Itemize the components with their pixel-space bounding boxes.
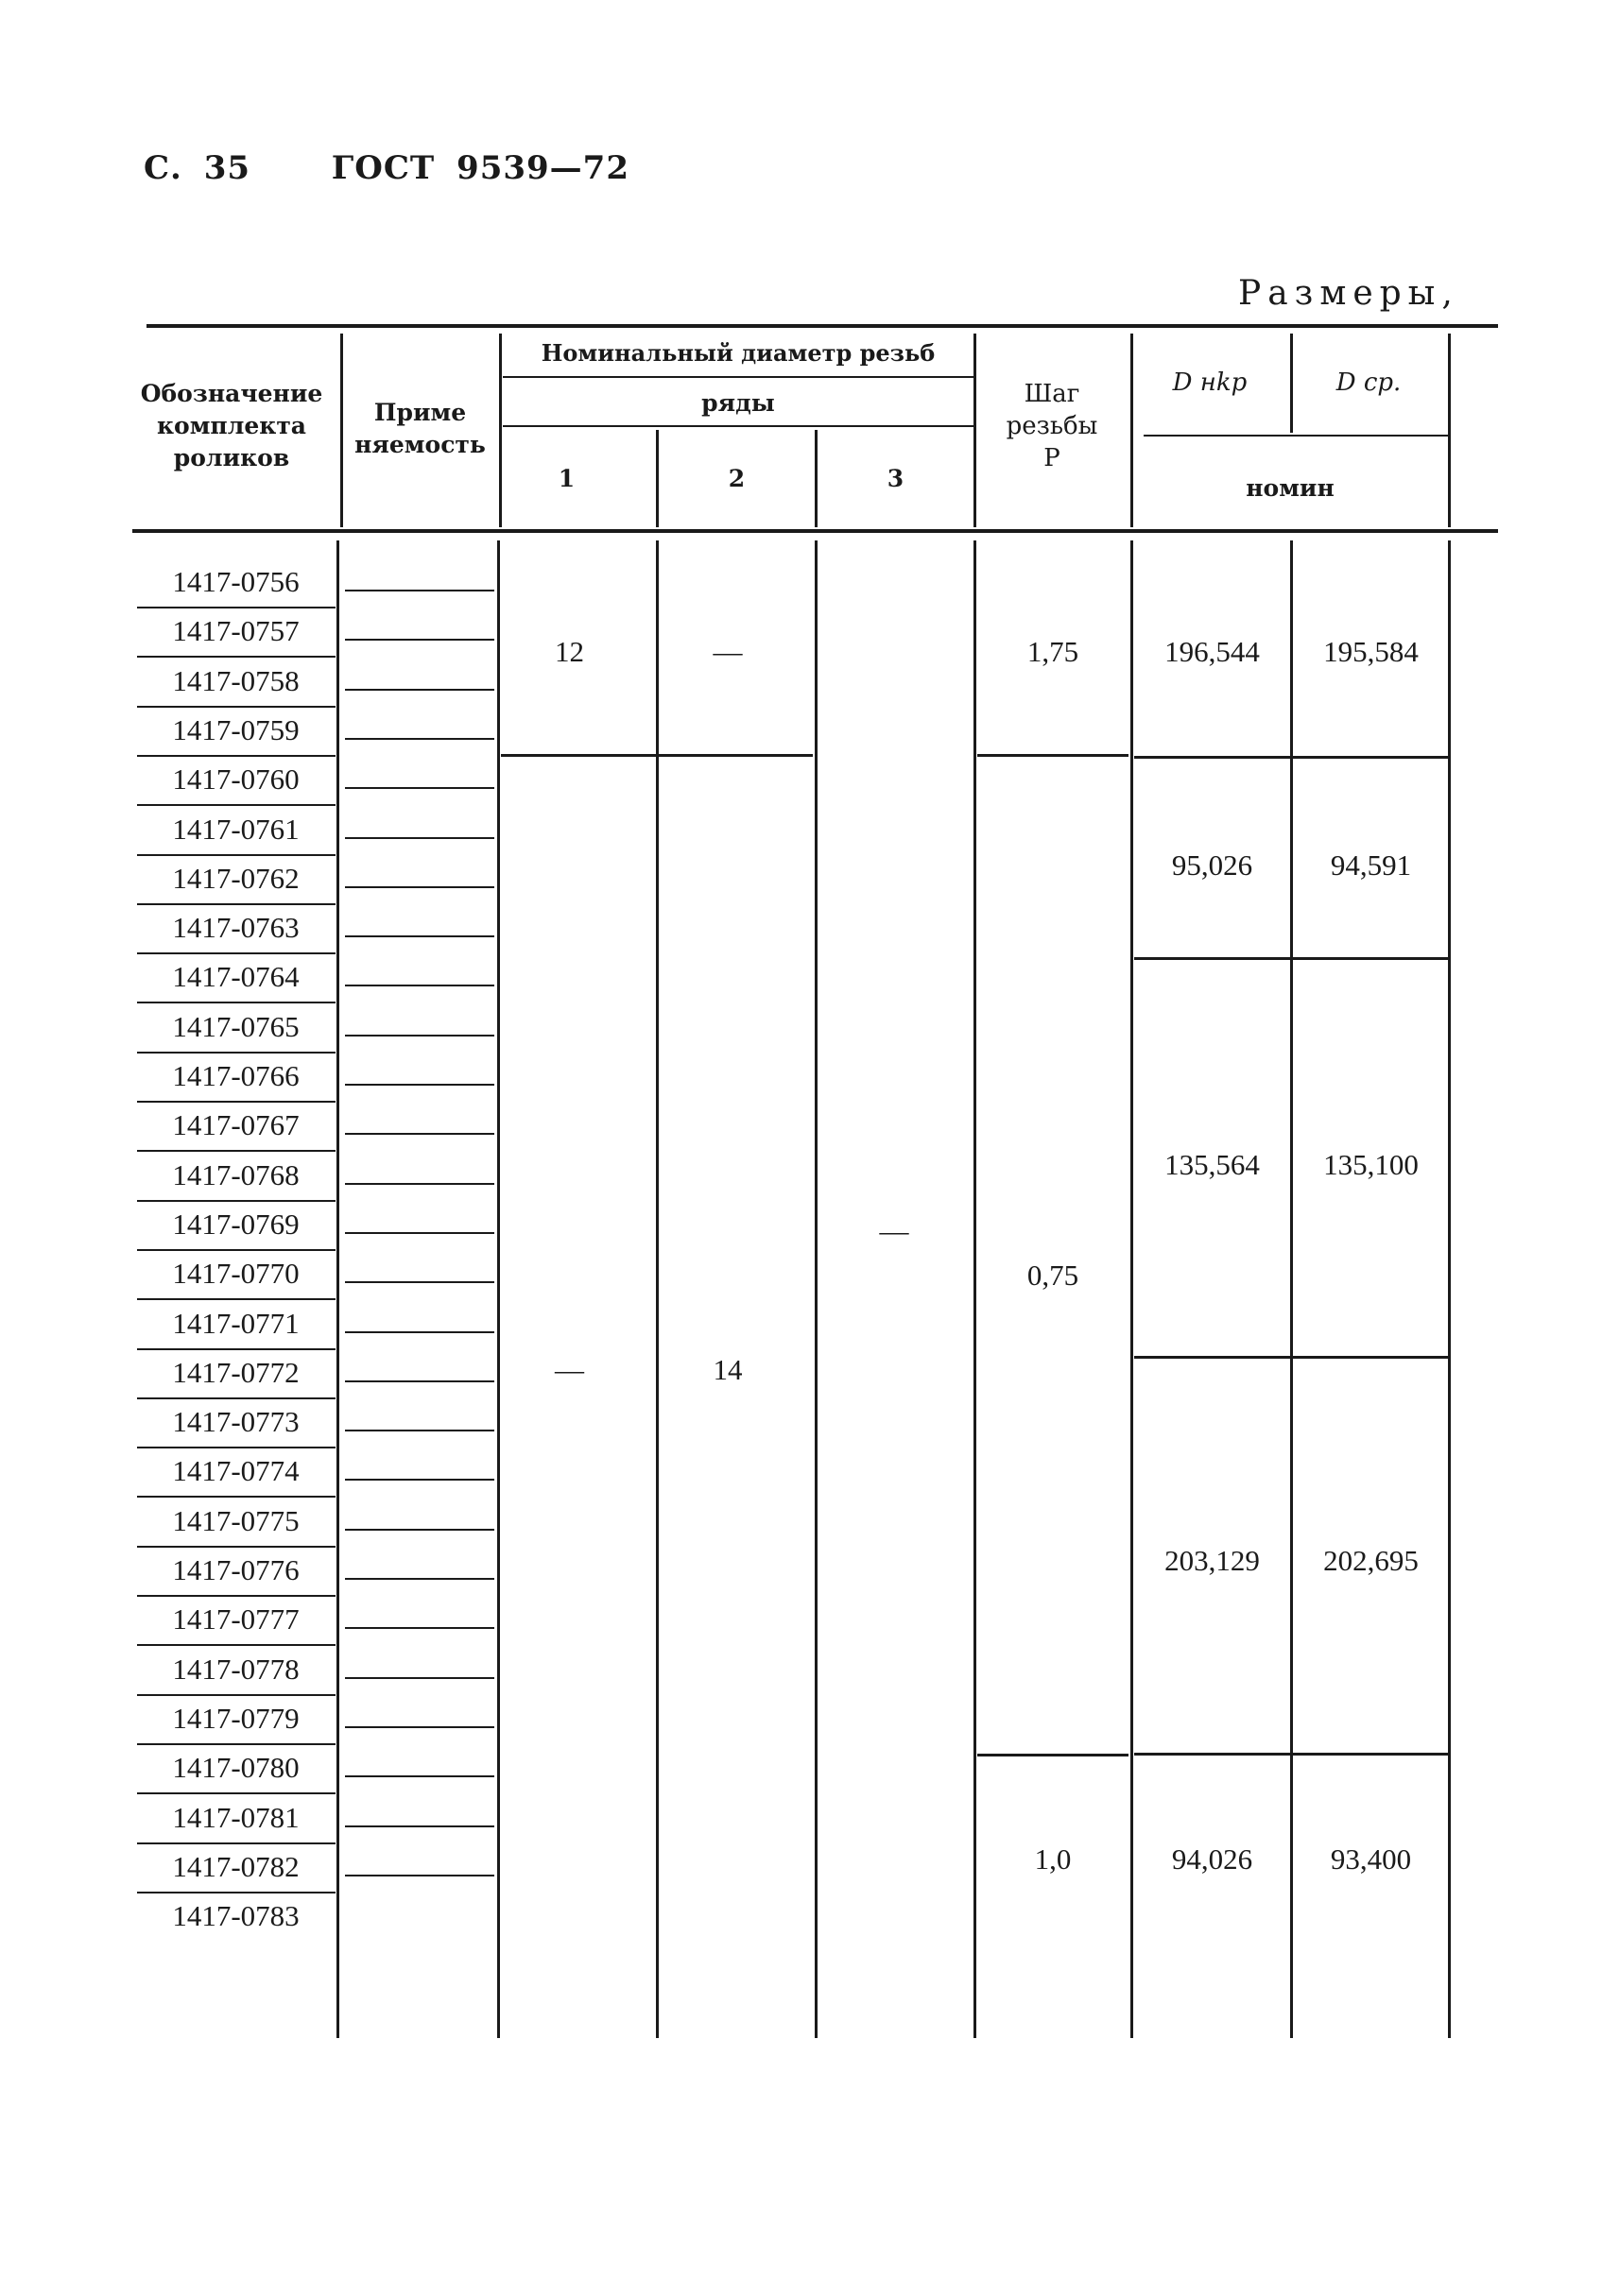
row-rule-designation [137, 804, 336, 806]
row-rule-designation [137, 1842, 336, 1844]
row-rule-designation [137, 1892, 336, 1893]
row-rule-applicability [345, 1331, 494, 1333]
col-line-8h [1448, 334, 1451, 527]
row-rule-applicability [345, 1084, 494, 1086]
designation-code: 1417-0766 [172, 1059, 300, 1092]
designation-code: 1417-0771 [172, 1307, 300, 1340]
col-line-6h [1130, 334, 1133, 527]
row-rule-designation [137, 755, 336, 757]
designation-code: 1417-0764 [172, 960, 300, 993]
designation-code: 1417-0778 [172, 1653, 300, 1686]
d-cp-value-4: 202,695 [1323, 1544, 1419, 1577]
pitch-value-group1: 1,75 [1026, 635, 1079, 668]
row-rule-designation [137, 1546, 336, 1548]
row-rule-applicability [345, 1775, 494, 1777]
header-row-2: 2 [728, 465, 746, 492]
row-rule-applicability [345, 689, 494, 691]
row-rule-applicability [345, 1627, 494, 1629]
header-row-1: 1 [558, 465, 576, 492]
row-rule-designation [137, 1348, 336, 1350]
designation-code: 1417-0758 [172, 664, 300, 697]
row-rule-designation [137, 1298, 336, 1300]
row-rule-applicability [345, 1133, 494, 1135]
designation-code: 1417-0757 [172, 614, 300, 647]
d-nkp-value-5: 94,026 [1171, 1842, 1253, 1876]
col-line-2h [499, 334, 502, 527]
d-cp-value-1: 195,584 [1323, 635, 1419, 668]
pitch-value-group3: 1,0 [1034, 1842, 1072, 1876]
header-d-nkp: D нkp [1172, 368, 1248, 397]
row-rule-designation [137, 1101, 336, 1103]
group-sep-pitch-1 [977, 754, 1128, 757]
group-sep-diam-1 [1134, 756, 1448, 759]
row-rule-designation [137, 1447, 336, 1448]
row-rule-designation [137, 1496, 336, 1498]
designation-code: 1417-0763 [172, 911, 300, 944]
row-rule-applicability [345, 837, 494, 839]
d-nkp-value-2: 95,026 [1171, 848, 1253, 882]
header-d-cp: D ср. [1335, 368, 1402, 397]
d-nkp-value-4: 203,129 [1164, 1544, 1260, 1577]
row-rule-designation [137, 1595, 336, 1597]
pitch-value-group2: 0,75 [1026, 1259, 1079, 1292]
d-nkp-value-1: 196,544 [1164, 635, 1260, 668]
row-rule-applicability [345, 1677, 494, 1679]
row-rule-designation [137, 854, 336, 856]
row-rule-applicability [345, 1232, 494, 1234]
header-rows-group: ряды [701, 389, 775, 417]
row-rule-designation [137, 1743, 336, 1745]
group-sep-diam-2 [1134, 957, 1448, 960]
row-rule-applicability [345, 985, 494, 986]
header-pitch: Шаг резьбы P [1006, 380, 1098, 472]
row-rule-applicability [345, 590, 494, 591]
d-cp-value-2: 94,591 [1330, 848, 1412, 882]
diameter-header-rule [1144, 435, 1448, 437]
designation-code: 1417-0762 [172, 862, 300, 895]
table-top-rule [146, 324, 1498, 328]
row-rule-designation [137, 656, 336, 658]
designation-code: 1417-0760 [172, 762, 300, 796]
row-rule-applicability [345, 1183, 494, 1185]
row-rule-designation [137, 1150, 336, 1152]
designation-code: 1417-0765 [172, 1010, 300, 1043]
designation-code: 1417-0776 [172, 1553, 300, 1586]
designation-code: 1417-0773 [172, 1405, 300, 1438]
row-rule-designation [137, 1002, 336, 1003]
row-rule-designation [137, 1200, 336, 1202]
row-rule-applicability [345, 1529, 494, 1531]
row-rule-designation [137, 1792, 336, 1794]
group-sep-rows [501, 754, 813, 757]
row-rule-designation [137, 1249, 336, 1251]
d-cp-value-3: 135,100 [1323, 1148, 1419, 1181]
col-line-7 [1290, 540, 1293, 2038]
group-sep-diam-3 [1134, 1356, 1448, 1359]
row-rule-applicability [345, 935, 494, 937]
header-bottom-rule [132, 529, 1498, 533]
row2-value-group2: 14 [713, 1353, 743, 1386]
row-rule-applicability [345, 1578, 494, 1580]
header-designation: Обозначение комплекта роликов [140, 380, 323, 471]
row1-value-group1: 12 [555, 635, 584, 668]
units-label: Размеры, [1238, 274, 1459, 313]
page-number: С. 35 [144, 149, 251, 187]
row-rule-applicability [345, 1479, 494, 1481]
row-rule-designation [137, 952, 336, 954]
designation-code: 1417-0768 [172, 1158, 300, 1191]
designation-code: 1417-0770 [172, 1257, 300, 1290]
row2-value-group1: — [713, 635, 743, 668]
row-rule-designation [137, 1397, 336, 1399]
header-applicability: Приме няемость [354, 399, 486, 458]
designation-code: 1417-0767 [172, 1108, 300, 1141]
designation-code: 1417-0781 [172, 1801, 300, 1834]
col-line-8 [1448, 540, 1451, 2038]
row-rule-applicability [345, 1726, 494, 1728]
designation-code: 1417-0779 [172, 1702, 300, 1735]
row-rule-designation [137, 903, 336, 905]
designation-code: 1417-0777 [172, 1602, 300, 1636]
group-sep-diam-4 [1134, 1753, 1448, 1756]
rows-group-rule [503, 425, 973, 427]
designation-code: 1417-0759 [172, 713, 300, 746]
group-sep-pitch-2 [977, 1754, 1128, 1756]
col-line-6 [1130, 540, 1133, 2038]
designation-code: 1417-0772 [172, 1356, 300, 1389]
row-rule-applicability [345, 738, 494, 740]
standard-number: ГОСТ 9539—72 [331, 149, 629, 187]
row-rule-applicability [345, 639, 494, 641]
row-rule-applicability [345, 1430, 494, 1431]
designation-code: 1417-0780 [172, 1751, 300, 1784]
row-rule-designation [137, 1052, 336, 1054]
designation-code: 1417-0783 [172, 1899, 300, 1932]
row-rule-applicability [345, 886, 494, 888]
d-cp-value-5: 93,400 [1330, 1842, 1412, 1876]
designation-code: 1417-0756 [172, 565, 300, 598]
row-rule-applicability [345, 1281, 494, 1283]
row-rule-applicability [345, 787, 494, 789]
designation-code: 1417-0769 [172, 1208, 300, 1241]
col-line-2 [497, 540, 500, 2038]
header-row-3: 3 [887, 465, 904, 492]
designation-code: 1417-0761 [172, 813, 300, 846]
row-rule-designation [137, 607, 336, 608]
designation-code: 1417-0782 [172, 1850, 300, 1883]
designation-code: 1417-0775 [172, 1504, 300, 1537]
row-rule-applicability [345, 1825, 494, 1827]
nominal-diameter-rule [503, 376, 973, 378]
col-line-5 [973, 540, 976, 2038]
row-rule-designation [137, 706, 336, 708]
row-rule-designation [137, 1644, 336, 1646]
header-nominal-diameter: Номинальный диаметр резьб [541, 339, 936, 367]
col-line-1 [336, 540, 339, 2038]
row-rule-applicability [345, 1035, 494, 1037]
designation-code: 1417-0774 [172, 1454, 300, 1487]
row-rule-designation [137, 1694, 336, 1696]
header-nominal: номин [1246, 474, 1335, 502]
row3-value: — [879, 1214, 909, 1247]
row-rule-applicability [345, 1380, 494, 1382]
d-nkp-value-3: 135,564 [1164, 1148, 1260, 1181]
col-line-4 [815, 540, 818, 2038]
col-line-3 [656, 540, 659, 2038]
row-rule-applicability [345, 1875, 494, 1876]
row1-value-group2: — [555, 1353, 584, 1386]
